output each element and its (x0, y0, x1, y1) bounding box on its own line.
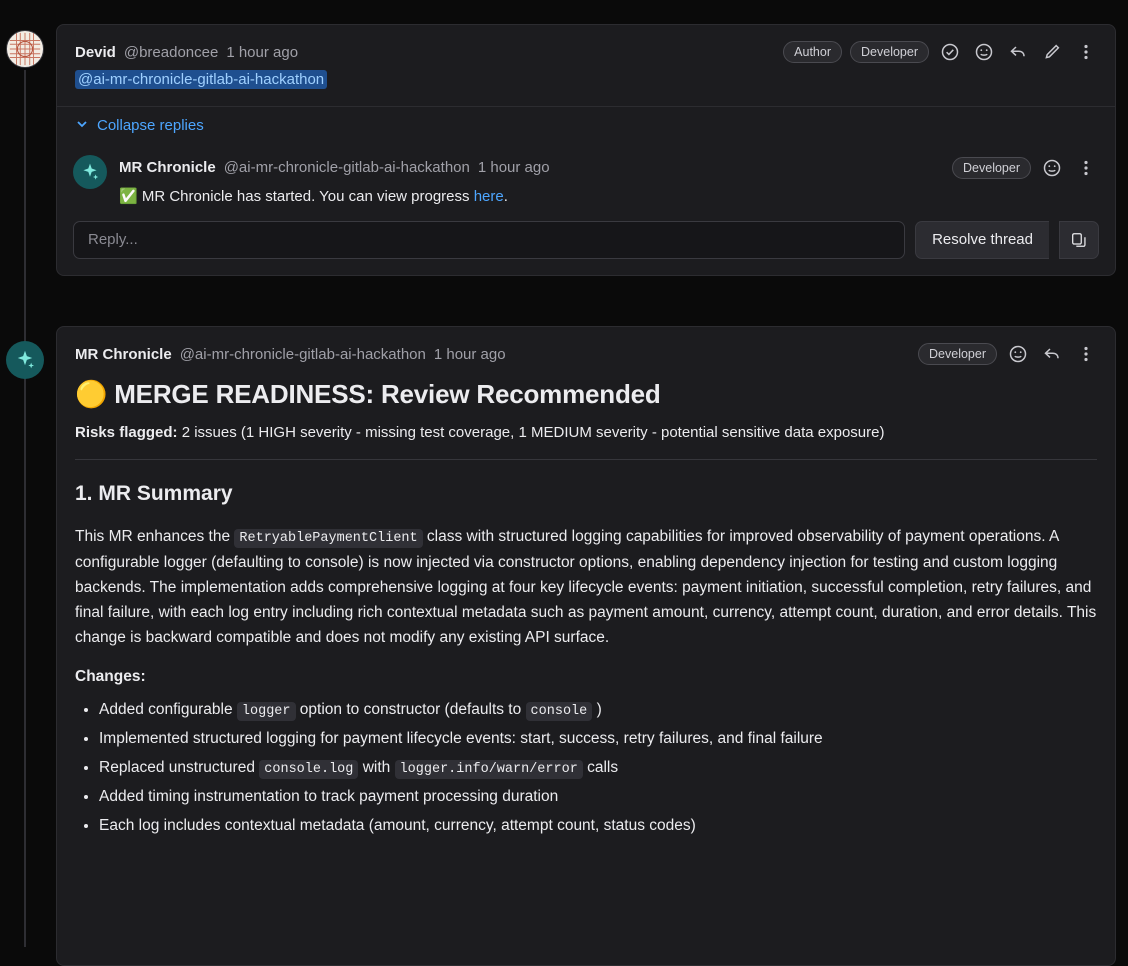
badge-author: Author (783, 41, 842, 63)
status-check-emoji: ✅ (119, 187, 138, 205)
avatar[interactable] (6, 341, 44, 379)
root-note-header (57, 25, 1115, 65)
inline-code-console: console (526, 702, 593, 721)
collapse-replies-label: Collapse replies (97, 117, 204, 134)
reply-text-after-link: . (503, 187, 508, 205)
summary-text-part-1: This MR enhances the (75, 528, 235, 545)
root-note-handle: @breadoncee (123, 43, 219, 61)
report-note-handle: @ai-mr-chronicle-gitlab-ai-hackathon (179, 345, 426, 363)
collapse-replies-toggle[interactable] (57, 106, 1115, 143)
badge-developer: Developer (918, 343, 997, 365)
risks-flagged-value: 2 issues (1 HIGH severity - missing test coverage, 1 MEDIUM severity - potential sensitive data exposure) (177, 424, 885, 441)
copy-link-icon[interactable] (1059, 221, 1099, 259)
mr-summary-paragraph (75, 524, 1097, 650)
badge-developer: Developer (952, 157, 1031, 179)
reply-note (73, 149, 1099, 205)
list-item (99, 783, 1097, 812)
summary-text-part-2: class with structured logging capabilities for improved observability of payment operations. A configurable logger (defaulting to console) is now injected via constructor options, enabling dependency injection for testing and custom logging backends. The implementation adds comprehensive logging at four key lifecycle events: payment initiation, successful completion, retry failures, and final failure, with each log entry including rich contextual metadata such as payment amount, currency, attempt count, duration, and error details. This change is backward compatible and does not modify any existing API surface. (75, 528, 1097, 647)
more-actions-icon[interactable] (1073, 341, 1099, 367)
changes-list (75, 696, 1097, 840)
risks-flagged-label: Risks flagged: (75, 424, 178, 441)
merge-readiness-status-emoji: 🟡 (75, 379, 108, 409)
user-mention[interactable]: @ai-mr-chronicle-gitlab-ai-hackathon (75, 70, 327, 89)
reply-icon[interactable] (1005, 39, 1031, 65)
reply-list (73, 143, 1099, 275)
reply-text-before-link: MR Chronicle has started. You can view progress (141, 187, 474, 205)
risks-flagged-line (75, 424, 1097, 441)
list-item (99, 812, 1097, 841)
more-actions-icon[interactable] (1073, 155, 1099, 181)
report-note-author[interactable]: MR Chronicle (75, 345, 172, 363)
emoji-icon[interactable] (1005, 341, 1031, 367)
inline-code-console-log: console.log (259, 760, 358, 779)
change-text-mid: option to constructor (defaults to (295, 701, 526, 719)
resolve-thread-button[interactable]: Resolve thread (915, 221, 1049, 259)
list-item (99, 725, 1097, 754)
emoji-icon[interactable] (971, 39, 997, 65)
change-text-pre: Each log includes contextual metadata (amount, currency, attempt count, status codes) (99, 816, 696, 834)
inline-code-logger: logger (237, 702, 296, 721)
badge-developer: Developer (850, 41, 929, 63)
reply-body (119, 181, 1099, 205)
report-note-timestamp[interactable]: 1 hour ago (433, 345, 506, 363)
edit-icon[interactable] (1039, 39, 1065, 65)
emoji-icon[interactable] (1039, 155, 1065, 181)
list-item (99, 754, 1097, 783)
thread-connector-line (24, 70, 26, 947)
section-divider (75, 459, 1097, 460)
reply-handle: @ai-mr-chronicle-gitlab-ai-hackathon (223, 159, 470, 176)
change-text-pre: Implemented structured logging for payment lifecycle events: start, success, retry failures, and final failure (99, 730, 823, 748)
change-text-post: calls (582, 758, 619, 776)
change-text-mid: with (358, 758, 395, 776)
avatar[interactable] (73, 155, 107, 189)
section-heading-mr-summary: 1. MR Summary (75, 482, 233, 505)
reply-icon[interactable] (1039, 341, 1065, 367)
report-note-avatar-column (6, 341, 44, 379)
inline-code-retryablepaymentclient: RetryablePaymentClient (234, 529, 422, 548)
merge-readiness-report-card (56, 326, 1116, 966)
reply-controls (73, 205, 1099, 275)
reply-author[interactable]: MR Chronicle (119, 159, 216, 176)
root-note-timestamp[interactable]: 1 hour ago (226, 43, 299, 61)
resolve-thread-check-icon[interactable] (937, 39, 963, 65)
discussion-thread-card (56, 24, 1116, 276)
list-item (99, 696, 1097, 725)
avatar[interactable] (6, 30, 44, 68)
report-note-header (57, 327, 1115, 367)
changes-label: Changes: (75, 668, 146, 686)
chevron-down-icon (75, 117, 89, 135)
change-text-pre: Added timing instrumentation to track payment processing duration (99, 787, 559, 805)
root-note-avatar-column (6, 30, 44, 68)
progress-link[interactable]: here (473, 187, 504, 205)
report-title-row (75, 379, 1097, 410)
root-note-body (57, 65, 1115, 106)
reply-timestamp[interactable]: 1 hour ago (477, 159, 550, 176)
reply-input[interactable] (73, 221, 905, 259)
change-text-pre: Added configurable (99, 701, 237, 719)
inline-code-logger-levels: logger.info/warn/error (395, 760, 583, 779)
reply-header (119, 155, 1099, 181)
report-title: MERGE READINESS: Review Recommended (114, 379, 661, 409)
root-note-author[interactable]: Devid (75, 43, 116, 61)
more-actions-icon[interactable] (1073, 39, 1099, 65)
change-text-post: ) (592, 701, 602, 719)
report-body (57, 367, 1115, 856)
change-text-pre: Replaced unstructured (99, 758, 260, 776)
